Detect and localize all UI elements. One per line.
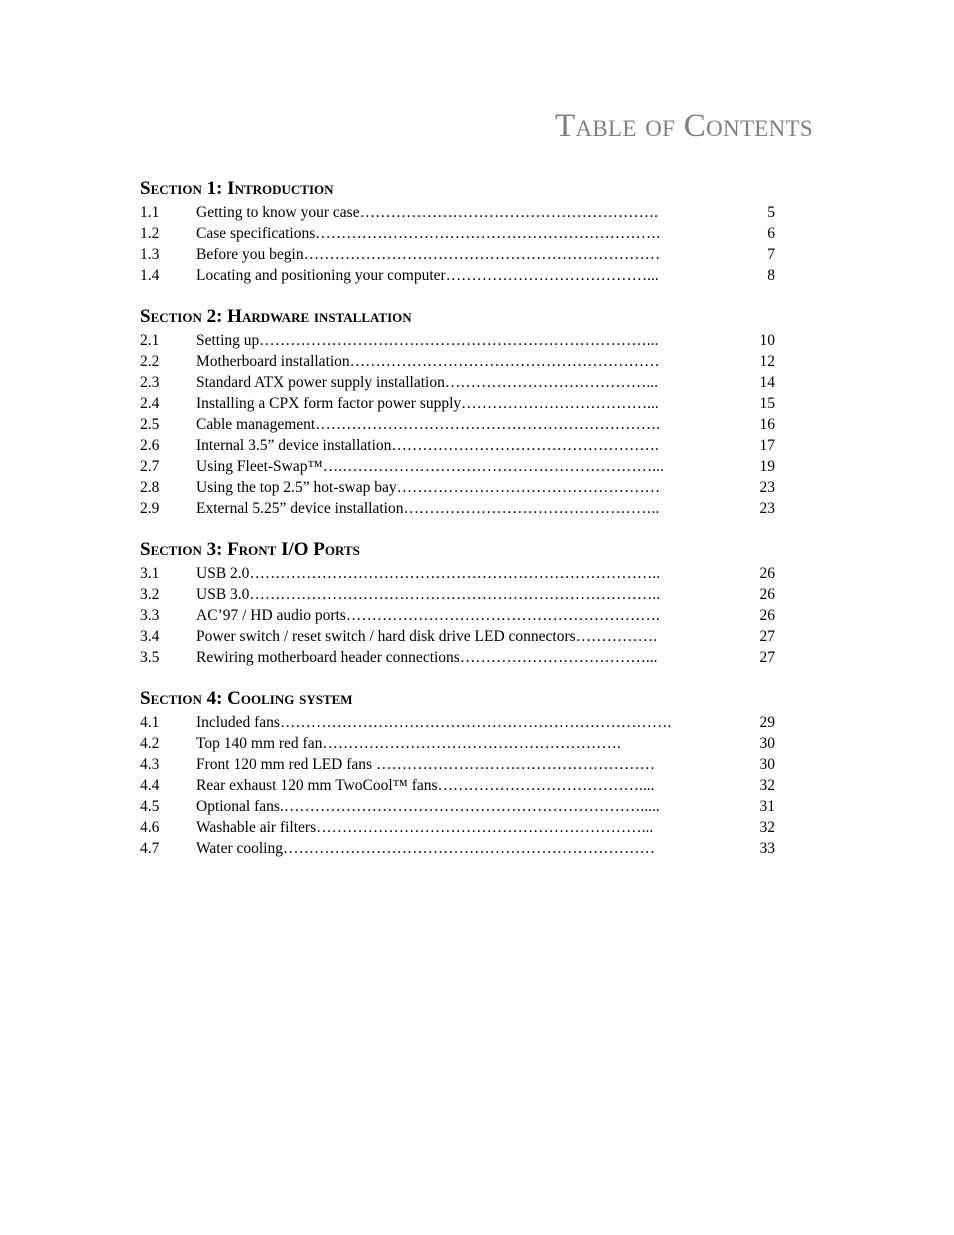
entry-page-number: 12 [759,353,775,370]
toc-entry [140,372,780,393]
table-of-contents [140,175,780,876]
toc-entry [140,775,780,796]
entry-title: Included fans…………………………………………………………………. [196,714,672,731]
entry-number: 1.1 [140,204,160,221]
page-title: Table of Contents [555,108,813,144]
entry-title: AC’97 / HD audio ports……………………………………………………. [196,607,660,624]
entry-page-number: 6 [767,225,775,242]
toc-entry [140,330,780,351]
entry-page-number: 10 [759,332,775,349]
entry-page-number: 32 [759,819,775,836]
entry-title: Standard ATX power supply installation…………………………………... [196,374,658,391]
toc-entry [140,456,780,477]
entry-title: Using Fleet-Swap™….……………………………………………………... [196,458,664,475]
entry-number: 2.7 [140,458,160,475]
entry-page-number: 29 [759,714,775,731]
entry-title: Internal 3.5” device installation……………………………………………. [196,437,659,454]
entry-title: Front 120 mm red LED fans ……………………………………………… [196,756,655,773]
section-heading: Section 4: Cooling system [140,688,353,709]
entry-page-number: 27 [759,628,775,645]
entry-page-number: 26 [759,607,775,624]
entry-page-number: 33 [759,840,775,857]
entry-title: Installing a CPX form factor power supply………………………………... [196,395,659,412]
toc-entry [140,223,780,244]
toc-section [140,536,780,668]
entry-number: 2.9 [140,500,160,517]
toc-entry [140,265,780,286]
toc-entry [140,754,780,775]
entry-title: Rear exhaust 120 mm TwoCool™ fans………………………………….... [196,777,655,794]
entry-number: 4.3 [140,756,160,773]
entry-title: Rewiring motherboard header connections………………………………... [196,649,658,666]
entry-page-number: 32 [759,777,775,794]
entry-title: Before you begin…………………………………………………………… [196,246,661,263]
entry-page-number: 23 [759,500,775,517]
toc-entry [140,584,780,605]
toc-entry [140,351,780,372]
toc-section [140,303,780,519]
section-heading: Section 3: Front I/O Ports [140,539,360,560]
entry-page-number: 14 [759,374,775,391]
entry-page-number: 23 [759,479,775,496]
entry-number: 2.6 [140,437,160,454]
entry-title: External 5.25” device installation………………………………………….. [196,500,660,517]
entry-number: 4.7 [140,840,160,857]
entry-number: 3.5 [140,649,160,666]
entry-number: 3.3 [140,607,160,624]
toc-entry [140,202,780,223]
entry-page-number: 30 [759,735,775,752]
toc-entry [140,605,780,626]
entry-page-number: 17 [759,437,775,454]
entry-number: 4.4 [140,777,160,794]
entry-title: Optional fans.……………………………………………………………..... [196,798,660,815]
entry-page-number: 31 [759,798,775,815]
toc-entry [140,626,780,647]
entry-page-number: 30 [759,756,775,773]
entry-number: 4.1 [140,714,160,731]
toc-entry [140,817,780,838]
toc-entry [140,647,780,668]
entry-number: 4.2 [140,735,160,752]
entry-number: 1.4 [140,267,160,284]
entry-page-number: 5 [767,204,775,221]
entry-page-number: 26 [759,565,775,582]
entry-page-number: 8 [767,267,775,284]
toc-entry [140,563,780,584]
entry-number: 2.1 [140,332,160,349]
entry-title: USB 2.0…………………………………………………………………….. [196,565,661,582]
toc-entry [140,435,780,456]
toc-entry [140,796,780,817]
entry-number: 2.3 [140,374,160,391]
entry-page-number: 16 [759,416,775,433]
toc-entry [140,712,780,733]
entry-number: 1.2 [140,225,160,242]
toc-section [140,685,780,859]
toc-entry [140,244,780,265]
toc-entry [140,733,780,754]
section-heading: Section 2: Hardware installation [140,306,412,327]
entry-number: 2.5 [140,416,160,433]
entry-page-number: 26 [759,586,775,603]
entry-number: 4.5 [140,798,160,815]
entry-number: 3.2 [140,586,160,603]
toc-entry [140,498,780,519]
toc-entry [140,393,780,414]
entry-page-number: 15 [759,395,775,412]
entry-title: Washable air filters………………………………………………………... [196,819,654,836]
entry-title: Case specifications…………………………………………………………. [196,225,661,242]
entry-number: 4.6 [140,819,160,836]
entry-title: USB 3.0…………………………………………………………………….. [196,586,661,603]
toc-entry [140,838,780,859]
toc-entry [140,477,780,498]
entry-page-number: 19 [759,458,775,475]
entry-title: Cable management…………………………………………………………. [196,416,661,433]
entry-page-number: 27 [759,649,775,666]
entry-title: Motherboard installation…………………………………………………… [196,353,660,370]
entry-page-number: 7 [767,246,775,263]
entry-number: 3.4 [140,628,160,645]
entry-title: Using the top 2.5” hot-swap bay…………………………………………… [196,479,661,496]
section-heading: Section 1: Introduction [140,178,334,199]
entry-title: Getting to know your case…………………………………………………. [196,204,658,221]
entry-title: Setting up…………………………………………………………………... [196,332,659,349]
entry-number: 2.2 [140,353,160,370]
toc-entry [140,414,780,435]
entry-number: 2.8 [140,479,160,496]
entry-title: Locating and positioning your computer…………………………………... [196,267,659,284]
entry-number: 2.4 [140,395,160,412]
entry-number: 1.3 [140,246,160,263]
entry-title: Water cooling……………………………………………………………… [196,840,655,857]
entry-number: 3.1 [140,565,160,582]
toc-section [140,175,780,286]
entry-title: Power switch / reset switch / hard disk drive LED connectors……………. [196,628,658,645]
entry-title: Top 140 mm red fan…………………………………………………. [196,735,621,752]
